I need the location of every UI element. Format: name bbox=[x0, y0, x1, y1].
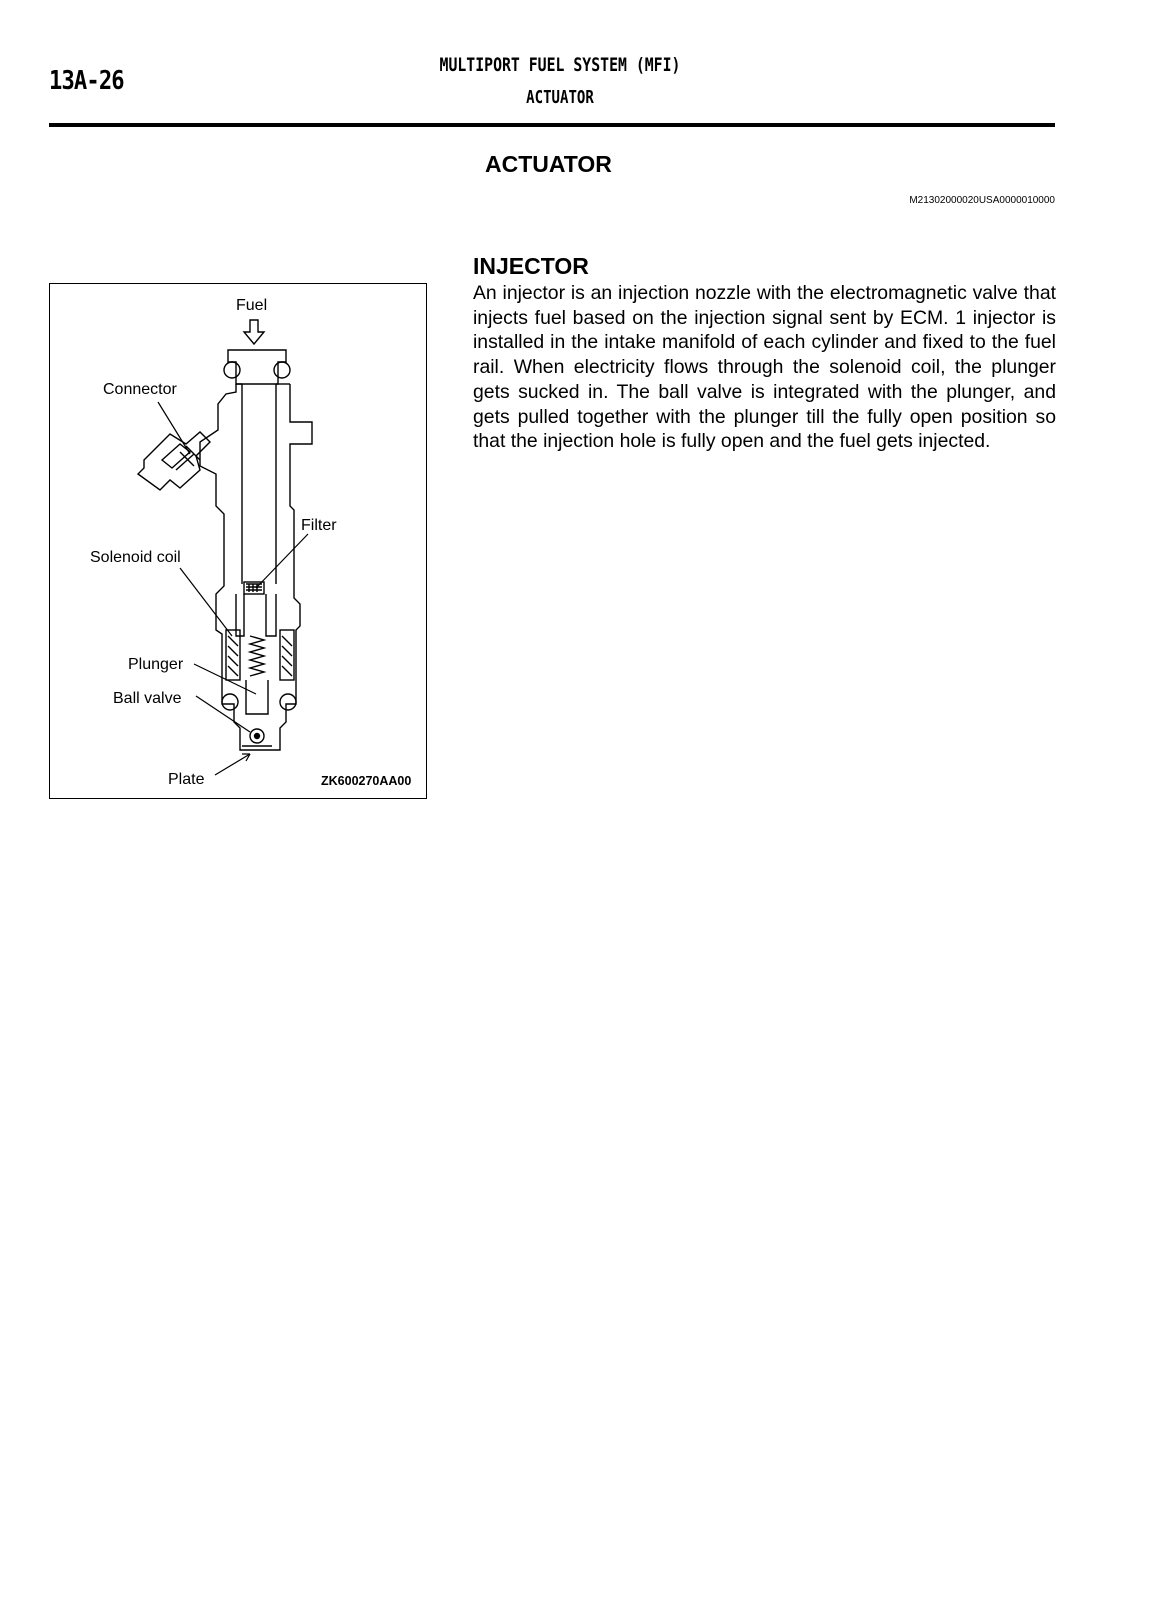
figure-code: ZK600270AA00 bbox=[321, 774, 412, 788]
label-fuel: Fuel bbox=[236, 297, 268, 314]
injector-description: An injector is an injection nozzle with the electromagnetic valve that injects fuel based on the injection signal sent by ECM. 1 injector is installed in the intake manifold of each cylinder and fixed to the fuel rail. When electricity flows through the solenoid coil, the plunger gets sucked in. The ball valve is integrated with the plunger, and gets pulled together with the plunger till the fully open position so that the injection hole is fully open and the fuel gets injected. bbox=[473, 282, 1056, 453]
label-ball-valve: Ball valve bbox=[113, 690, 182, 707]
document-id: M21302000020USA0000010000 bbox=[909, 195, 1055, 206]
label-plunger: Plunger bbox=[128, 656, 184, 673]
page-number: 13A-26 bbox=[49, 66, 124, 96]
label-solenoid-coil: Solenoid coil bbox=[90, 549, 181, 566]
injector-figure bbox=[49, 283, 427, 799]
label-filter: Filter bbox=[301, 517, 337, 534]
fuel-arrow-icon bbox=[244, 320, 264, 344]
label-connector: Connector bbox=[103, 381, 177, 398]
running-header-subtitle: ACTUATOR bbox=[526, 87, 594, 108]
label-plate: Plate bbox=[168, 771, 205, 788]
header-rule bbox=[49, 123, 1055, 127]
section-title: ACTUATOR bbox=[485, 151, 612, 177]
injector-cutaway-diagram bbox=[50, 284, 428, 800]
running-header-title: MULTIPORT FUEL SYSTEM (MFI) bbox=[439, 54, 681, 76]
injector-heading: INJECTOR bbox=[473, 253, 589, 279]
